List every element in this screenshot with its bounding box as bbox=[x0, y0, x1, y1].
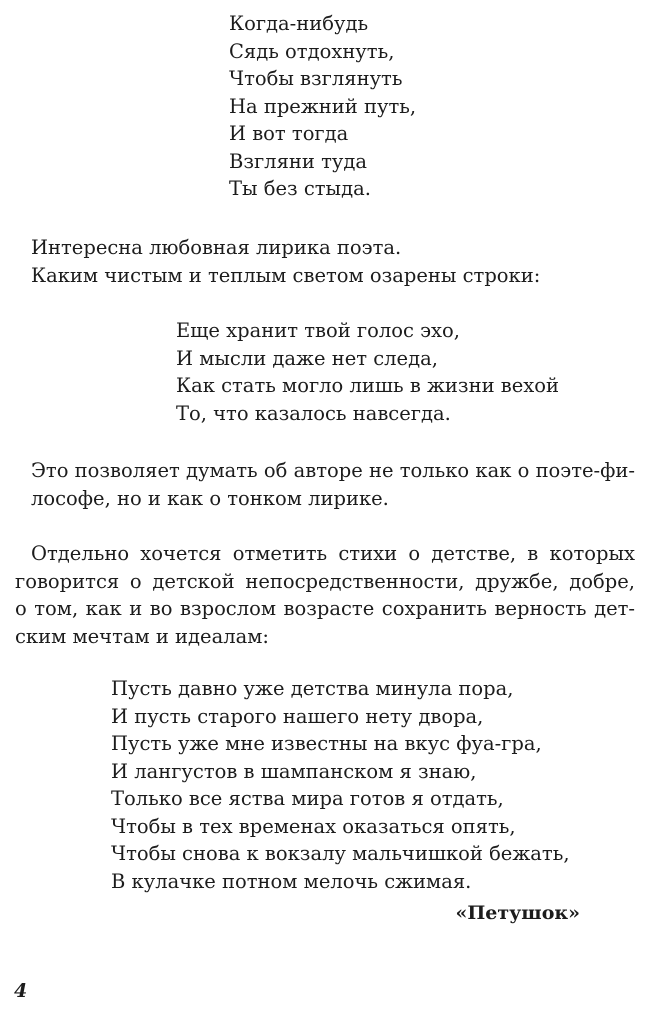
poem-line: Чтобы в тех временах оказаться опять, bbox=[111, 814, 516, 838]
paragraph-line: лософе, но и как о тонком лирике. bbox=[31, 486, 389, 510]
poem-line: И лангустов в шампанском я знаю, bbox=[111, 759, 477, 783]
poem-line: Еще хранит твой голос эхо, bbox=[176, 319, 460, 342]
paragraph-line: о том, как и во взрослом возрасте сохранить верность дет- bbox=[15, 597, 635, 620]
paragraph-love-lyrics bbox=[31, 234, 635, 289]
paragraph-line: ским мечтам и идеалам: bbox=[15, 624, 269, 648]
poem-line: На прежний путь, bbox=[229, 94, 417, 118]
poem-line: Только все яства мира готов я отдать, bbox=[111, 787, 504, 810]
paragraph-line: говорится о детской непосредственности, дружбе, добре, bbox=[15, 569, 635, 593]
poem-line: Когда-нибудь bbox=[229, 12, 369, 35]
poem-line: Ты без стыда. bbox=[229, 177, 371, 200]
poem-line: Чтобы снова к вокзалу мальчишкой бежать, bbox=[111, 842, 570, 865]
poem-attribution: «Петушок» bbox=[455, 902, 580, 924]
poem-line: И пусть старого нашего нету двора, bbox=[111, 704, 484, 728]
paragraph-line: Это позволяет думать об авторе не только как о поэте-фи- bbox=[31, 459, 635, 482]
poem-line: Чтобы взглянуть bbox=[229, 67, 403, 90]
poem-line: В кулачке потном мелочь сжимая. bbox=[111, 869, 472, 893]
paragraph-line: Отдельно хочется отметить стихи о детстве, в которых bbox=[31, 542, 635, 565]
poem-line: Взгляни туда bbox=[229, 149, 367, 173]
poem-line: Как стать могло лишь в жизни вехой bbox=[176, 374, 560, 397]
poem-line: Пусть давно уже детства минула пора, bbox=[111, 677, 514, 700]
poem-line: Сядь отдохнуть, bbox=[229, 39, 395, 63]
paragraph-line: Каким чистым и теплым светом озарены строки: bbox=[31, 263, 541, 287]
paragraph-poet-philosopher bbox=[31, 457, 635, 512]
paragraph-childhood-poems bbox=[15, 540, 635, 650]
poem-childhood bbox=[111, 675, 570, 895]
poem-line: То, что казалось навсегда. bbox=[176, 401, 451, 425]
poem-line: И вот тогда bbox=[229, 122, 349, 145]
poem-line: И мысли даже нет следа, bbox=[176, 346, 438, 370]
poem-line: Пусть уже мне известны на вкус фуа-гра, bbox=[111, 732, 542, 755]
poem-when-someday bbox=[229, 10, 416, 203]
paragraph-line: Интересна любовная лирика поэта. bbox=[31, 236, 402, 259]
page-number: 4 bbox=[14, 980, 28, 1002]
poem-voice-echo bbox=[176, 317, 559, 427]
